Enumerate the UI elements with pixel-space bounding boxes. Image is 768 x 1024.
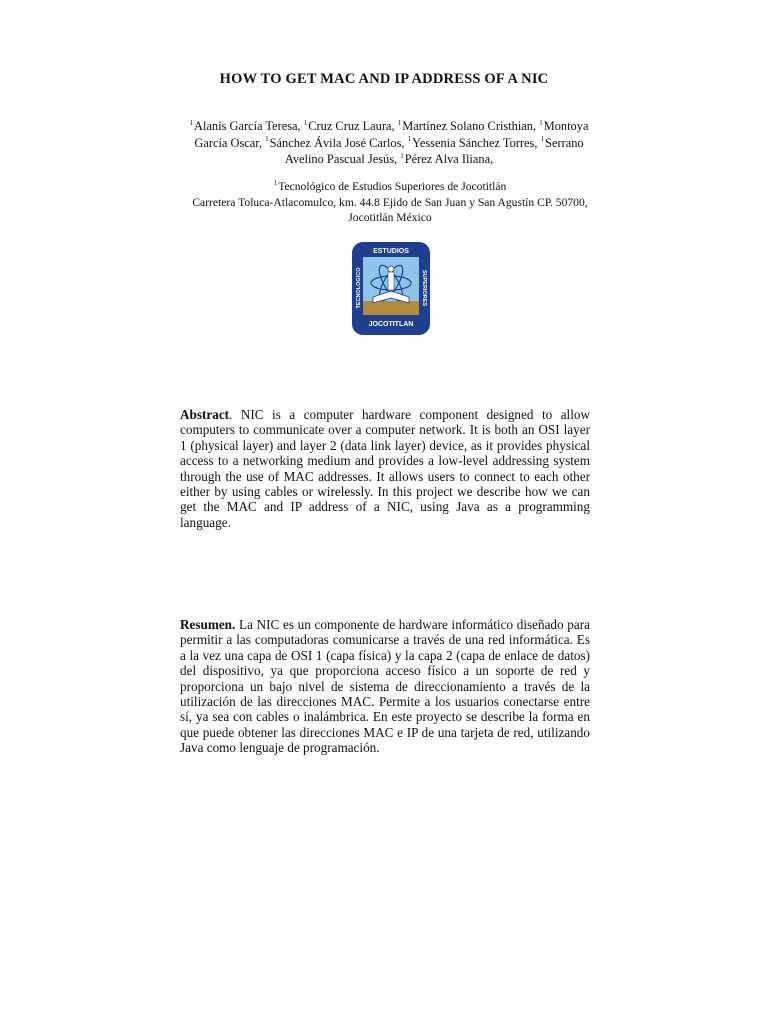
resumen-heading: Resumen. bbox=[180, 617, 236, 632]
affiliation-mark: 1 bbox=[539, 118, 543, 127]
author-name: Martínez Solano Cristhian, bbox=[402, 119, 537, 133]
torch-icon bbox=[388, 272, 394, 290]
logo-left-text: TECNOLOGICO bbox=[356, 267, 362, 309]
abstract-text: . NIC is a computer hardware component designed to allow computers to communicate over a computer network. It is both an OSI layer 1 (physical layer) and layer 2 (data link layer) device, as it provides physical access to a networking medium and provides a low-level addressing system through the use of MAC addresses. It allows users to connect to each other either by using cables or wirelessly. In this project we describe how we can get the MAC and IP address of a NIC, using Java as a programming language. bbox=[180, 407, 590, 530]
author-name: Alanís García Teresa, bbox=[194, 119, 301, 133]
paper-title: HOW TO GET MAC AND IP ADDRESS OF A NIC bbox=[219, 71, 549, 87]
author-name: Montoya García Oscar, bbox=[194, 119, 589, 150]
affiliation-mark: 1 bbox=[407, 135, 412, 144]
author-name: Yessenia Sánchez Torres, bbox=[412, 135, 538, 150]
institution-name: Tecnológico de Estudios Superiores de Jocotitlán bbox=[278, 180, 507, 193]
affiliation-mark: 1 bbox=[400, 151, 404, 160]
affiliation bbox=[170, 179, 610, 226]
institution-logo bbox=[351, 241, 431, 336]
affiliation-mark: 1 bbox=[273, 179, 278, 188]
author-name: Pérez Alva Iliana, bbox=[404, 152, 494, 166]
logo-ground bbox=[363, 301, 419, 315]
logo-top-text: ESTUDIOS bbox=[373, 248, 409, 255]
author-name: Serrano Avelino Pascual Jesús, bbox=[284, 135, 584, 166]
author-name: Sánchez Ávila José Carlos, bbox=[269, 135, 405, 150]
logo-right-text: SUPERIORES bbox=[421, 269, 427, 307]
logo-bottom-text: JOCOTITLAN bbox=[368, 321, 414, 328]
affiliation-mark: 1 bbox=[303, 118, 308, 127]
author-name: Cruz Cruz Laura, bbox=[308, 119, 395, 133]
affiliation-mark: 1 bbox=[265, 135, 269, 144]
affiliation-institution-line bbox=[170, 179, 610, 195]
author-list bbox=[176, 118, 602, 168]
institution-address: Carretera Toluca-Atlacomulco, km. 44.8 Ejido de San Juan y San Agustín CP. 50700, Jocotitlán México bbox=[192, 195, 588, 224]
abstract-heading: Abstract bbox=[180, 407, 230, 422]
affiliation-mark: 1 bbox=[540, 135, 545, 144]
affiliation-mark: 1 bbox=[397, 118, 402, 127]
resumen-text: La NIC es un componente de hardware informático diseñado para permitir a las computadoras comunicarse a través de una red informática. Es a la vez una capa de OSI 1 (capa física) y la capa 2 (capa de enlace de datos) del dispositivo, ya que proporciona acceso físico a un soporte de red y proporciona un bajo nivel de sistema de direccionamiento a través de la utilización de las direcciones MAC. Permite a los usuarios conectarse entre sí, ya sea con cables o inalámbrica. En este proyecto se describe la forma en que puede obtener las direcciones MAC e IP de una tarjeta de red, utilizando Java como lenguaje de programación. bbox=[180, 617, 590, 756]
resumen-paragraph bbox=[180, 617, 590, 756]
affiliation-mark: 1 bbox=[189, 118, 194, 127]
torch-flame-icon bbox=[388, 266, 394, 272]
abstract-paragraph bbox=[180, 407, 590, 530]
